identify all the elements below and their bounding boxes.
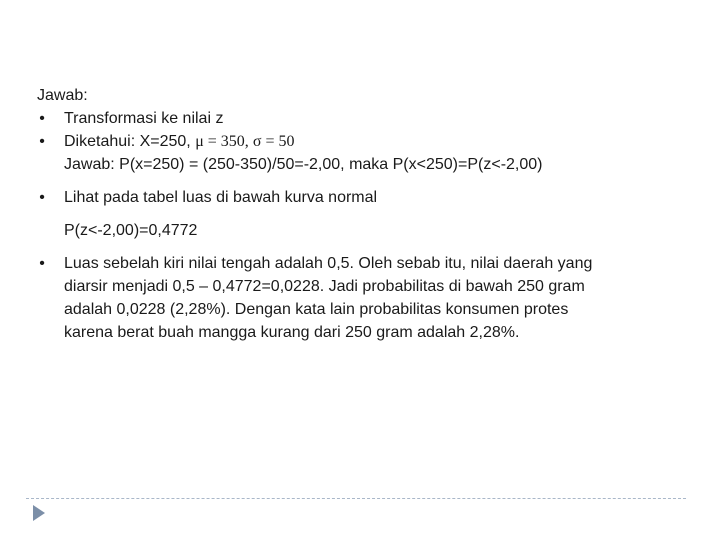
diketahui-lead: Diketahui: X=250, (64, 133, 196, 150)
heading: Jawab: (37, 87, 88, 104)
mu-value: μ = 350, (195, 133, 253, 150)
bullet-dot: • (39, 133, 45, 150)
bullet-dot: • (39, 255, 45, 272)
bullet-lihat-tabel (37, 186, 697, 209)
paragraph-line: diarsir menjadi 0,5 – 0,4772=0,0228. Jadi probabilitas di bawah 250 gram (64, 278, 585, 295)
bullet-diketahui (37, 130, 697, 153)
bullet-text (64, 133, 294, 150)
triangle-right-icon (33, 505, 45, 521)
bullet-dot: • (39, 189, 45, 206)
bullet-transformasi (37, 107, 697, 130)
paragraph-line: adalah 0,0228 (2,28%). Dengan kata lain probabilitas konsumen protes (64, 301, 569, 318)
sigma-value: σ = 50 (252, 133, 295, 150)
paragraph-line: karena berat buah mangga kurang dari 250 gram adalah 2,28%. (64, 324, 520, 341)
bullet-luas (37, 252, 697, 344)
jawab-formula: Jawab: P(x=250) = (250-350)/50=-2,00, maka P(x<250)=P(z<-2,00) (64, 156, 543, 173)
bullet-text: Lihat pada tabel luas di bawah kurva normal (64, 189, 378, 206)
bullet-text: Transformasi ke nilai z (64, 110, 224, 127)
table-result: P(z<-2,00)=0,4772 (64, 222, 198, 239)
footer-divider (26, 498, 686, 499)
slide-body (37, 84, 697, 344)
paragraph-line: Luas sebelah kiri nilai tengah adalah 0,5. Oleh sebab itu, nilai daerah yang (64, 255, 593, 272)
bullet-dot: • (39, 110, 45, 127)
